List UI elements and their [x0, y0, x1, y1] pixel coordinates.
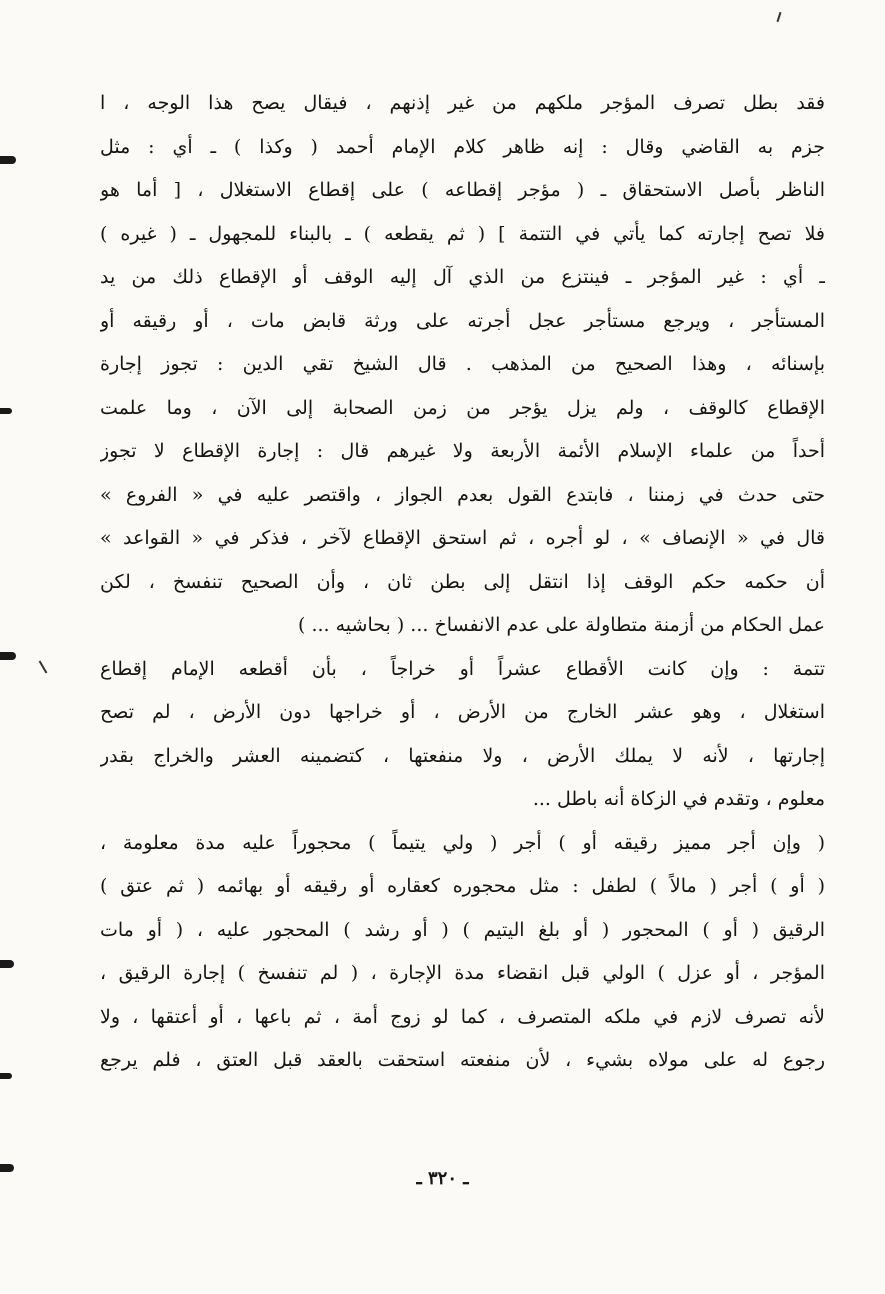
text-line: ـ أي : غير المؤجر ـ فينتزع من الذي آل إليه الوقف أو الإقطاع ذلك من يد: [100, 266, 825, 288]
text-line: الرقيق ( أو ) المحجور ( أو بلغ اليتيم ) ( أو رشد ) المحجور عليه ، ( أو مات: [100, 918, 825, 941]
text-line: معلوم ، وتقدم في الزكاة أنه باطل ...: [532, 788, 825, 810]
scan-edge-mark: [0, 156, 16, 164]
text-line: المستأجر ، ويرجع مستأجر عجل أجرته على ورثة قابض مات ، أو رقيقه أو: [100, 309, 825, 332]
text-line: فلا تصح إجارته كما يأتي في التتمة ] ( ثم يقطعه ) ـ بالبناء للمجهول ـ ( غيره ): [100, 222, 825, 245]
text-line: ( أو ) أجر ( مالاً ) لطفل : مثل محجوره كعقاره أو رقيقه أو بهائمه ( ثم عتق ): [100, 875, 825, 897]
scan-edge-mark: [0, 1073, 12, 1079]
text-line: فقد بطل تصرف المؤجر ملكهم من غير إذنهم ، فيقال يصح هذا الوجه ، ا: [100, 92, 825, 114]
text-line: قال في « الإنصاف » ، لو أجره ، ثم استحق الإقطاع لآخر ، فذكر في « القواعد »: [100, 527, 825, 549]
text-line: إجارتها ، لأنه لا يملك الأرض ، ولا منفعتها ، كتضمينه العشر والخراج بقدر: [100, 744, 825, 767]
scan-speck: [39, 660, 48, 673]
scan-edge-mark: [0, 652, 16, 660]
scan-speck: [777, 12, 782, 22]
text-line: عمل الحكام من أزمنة متطاولة على عدم الانفساخ ... ( بحاشيه ... ): [298, 614, 825, 636]
scan-edge-mark: [0, 408, 12, 414]
text-line: الإقطاع كالوقف ، ولم يزل يؤجر من زمن الصحابة إلى الآن ، وما علمت: [100, 396, 825, 419]
text-line: تتمة : وإن كانت الأقطاع عشراً أو خراجاً ، بأن أقطعه الإمام إقطاع: [100, 657, 825, 680]
text-line: ( وإن أجر مميز رقيقه أو ) أجر ( ولي يتيماً ) محجوراً عليه مدة معلومة ،: [100, 831, 825, 854]
text-line: رجوع له على مولاه بشيء ، لأن منفعته استحقت بالعقد قبل العتق ، فلم يرجع: [100, 1049, 825, 1071]
page-number: ـ ٣٢٠ ـ: [416, 1168, 469, 1189]
text-line: جزم به القاضي وقال : إنه ظاهر كلام الإمام أحمد ( وكذا ) ـ أي : مثل: [100, 135, 825, 158]
scan-edge-mark: [0, 960, 14, 968]
text-line: لأنه تصرف لازم في ملكه المتصرف ، كما لو زوج أمة ، ثم باعها ، أو أعتقها ، ولا: [100, 1005, 825, 1028]
text-line: المؤجر ، أو عزل ) الولي قبل انقضاء مدة الإجارة ، ( لم تنفسخ ) إجارة الرقيق ،: [100, 962, 825, 984]
body-text: [100, 82, 825, 1083]
text-line: استغلال ، وهو عشر الخارج من الأرض ، أو خراجها دون الأرض ، لم تصح: [100, 701, 825, 723]
text-line: الناظر بأصل الاستحقاق ـ ( مؤجر إقطاعه ) على إقطاع الاستغلال ، [ أما هو: [100, 179, 825, 201]
text-line: بإسنائه ، وهذا الصحيح من المذهب . قال الشيخ تقي الدين : تجوز إجارة: [100, 353, 825, 375]
text-line: أن حكمه حكم الوقف إذا انتقل إلى بطن ثان ، وأن الصحيح تنفسخ ، لكن: [100, 570, 825, 593]
text-line: حتى حدث في زمننا ، فابتدع القول بعدم الجواز ، واقتصر عليه في « الفروع »: [100, 483, 825, 506]
text-line: أحداً من علماء الإسلام الأئمة الأربعة ولا غيرهم قال : إجارة الإقطاع لا تجوز: [100, 440, 825, 462]
